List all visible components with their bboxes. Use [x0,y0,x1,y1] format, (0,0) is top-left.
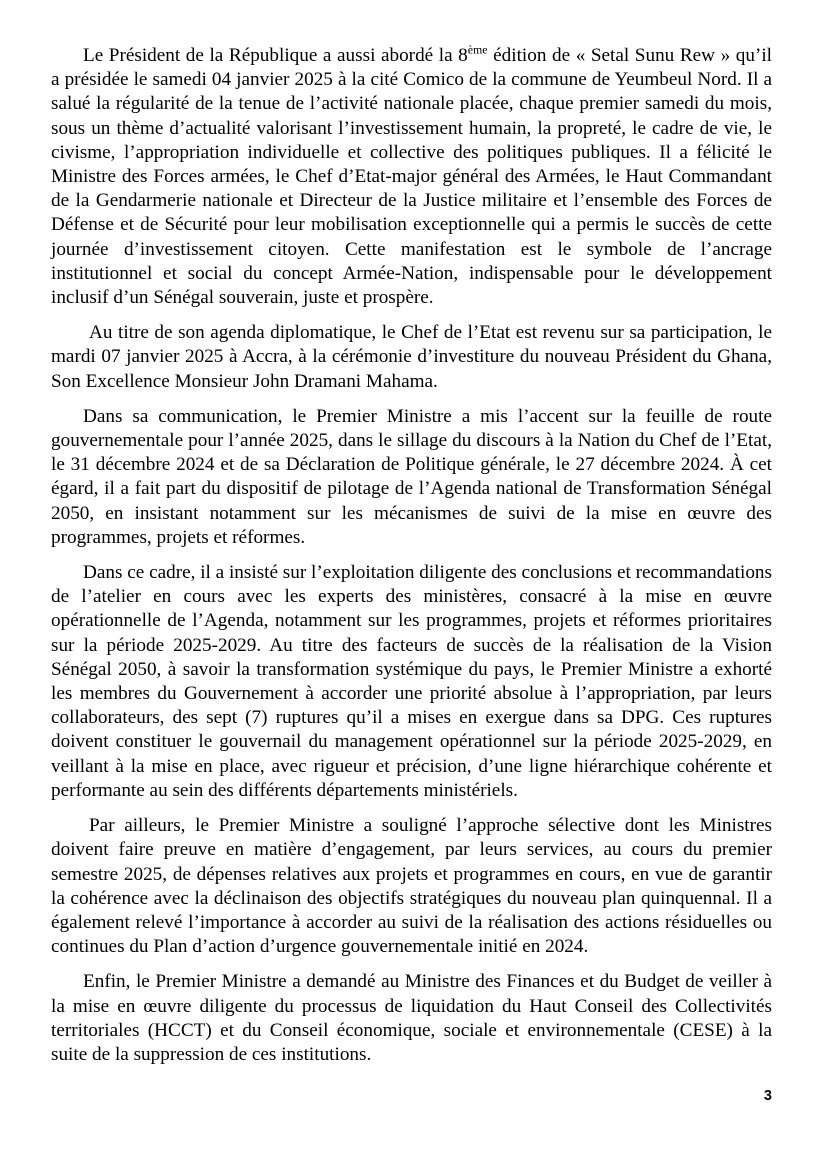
document-body [51,44,772,1067]
paragraph-dans-ce-cadre: Dans ce cadre, il a insisté sur l’exploitation diligente des conclusions et recommandations de l’atelier en cours avec les experts des ministères, consacré à la mise en œuvre opérationnelle de l’Agenda, notamment sur les programmes, projets et réformes prioritaires sur la période 2025-2029. Au titre des facteurs de succès de la réalisation de la Vision Sénégal 2050, à savoir la transformation systémique du pays, le Premier Ministre a exhorté les membres du Gouvernement à accorder une priorité absolue à l’appropriation, par leurs collaborateurs, des sept (7) ruptures qu’il a mises en exergue dans sa DPG. Ces ruptures doivent constituer le gouvernail du management opérationnel sur la période 2025-2029, en veillant à la mise en place, avec rigueur et précision, d’une ligne hiérarchique cohérente et performante au sein des différents départements ministériels. [51,562,772,801]
page-number: 3 [763,1088,772,1104]
paragraph-feuille-de-route: Dans sa communication, le Premier Ministre a mis l’accent sur la feuille de route gouvernementale pour l’année 2025, dans le sillage du discours à la Nation du Chef de l’Etat, le 31 décembre 2024 et de sa Déclaration de Politique générale, le 27 décembre 2024. À cet égard, il a fait part du dispositif de pilotage de l’Agenda national de Transformation Sénégal 2050, en insistant notamment sur les mécanismes de suivi de la mise en œuvre des programmes, projets et réformes. [51,405,772,548]
paragraph-setal-sunu-rew [51,44,772,310]
ordinal-superscript: ème [467,42,488,57]
paragraph-text-lead: Le Président de la République a aussi abordé la 8 [83,45,468,66]
paragraph-enfin: Enfin, le Premier Ministre a demandé au Ministre des Finances et du Budget de veiller à la mise en œuvre diligente du processus de liquidation du Haut Conseil des Collectivités territoriales (HCCT) et du Conseil économique, sociale et environnementale (CESE) à la suite de la suppression de ces institutions. [51,971,772,1065]
paragraph-par-ailleurs: Par ailleurs, le Premier Ministre a souligné l’approche sélective dont les Ministres doivent faire preuve en matière d’engagement, par leurs services, au cours du premier semestre 2025, de dépenses relatives aux projets et programmes en cours, en vue de garantir la cohérence avec la déclinaison des objectifs stratégiques du nouveau plan quinquennal. Il a également relevé l’importance à accorder au suivi de la réalisation des actions résiduelles ou continues du Plan d’action d’urgence gouvernementale initié en 2024. [51,815,772,958]
paragraph-text-tail: édition de « Setal Sunu Rew » qu’il a présidée le samedi 04 janvier 2025 à la cité Comico de la commune de Yeumbeul Nord. Il a salué la régularité de la tenue de l’activité nationale placée, chaque premier samedi du mois, sous un thème d’actualité valorisant l’investissement humain, la propreté, le cadre de vie, le civisme, l’appropriation individuelle et collective des politiques publiques. Il a félicité le Ministre des Forces armées, le Chef d’Etat-major général des Armées, le Haut Commandant de la Gendarmerie nationale et Directeur de la Justice militaire et l’ensemble des Forces de Défense et de Sécurité pour leur mobilisation exceptionnelle qui a permis le succès de cette journée d’investissement citoyen. Cette manifestation est le symbole de l’ancrage institutionnel et social du concept Armée-Nation, indispensable pour le développement inclusif d’un Sénégal souverain, juste et prospère. [51,45,772,309]
paragraph-agenda-diplomatique: Au titre de son agenda diplomatique, le Chef de l’Etat est revenu sur sa participation, le mardi 07 janvier 2025 à Accra, à la cérémonie d’investiture du nouveau Président du Ghana, Son Excellence Monsieur John Dramani Mahama. [51,322,772,392]
